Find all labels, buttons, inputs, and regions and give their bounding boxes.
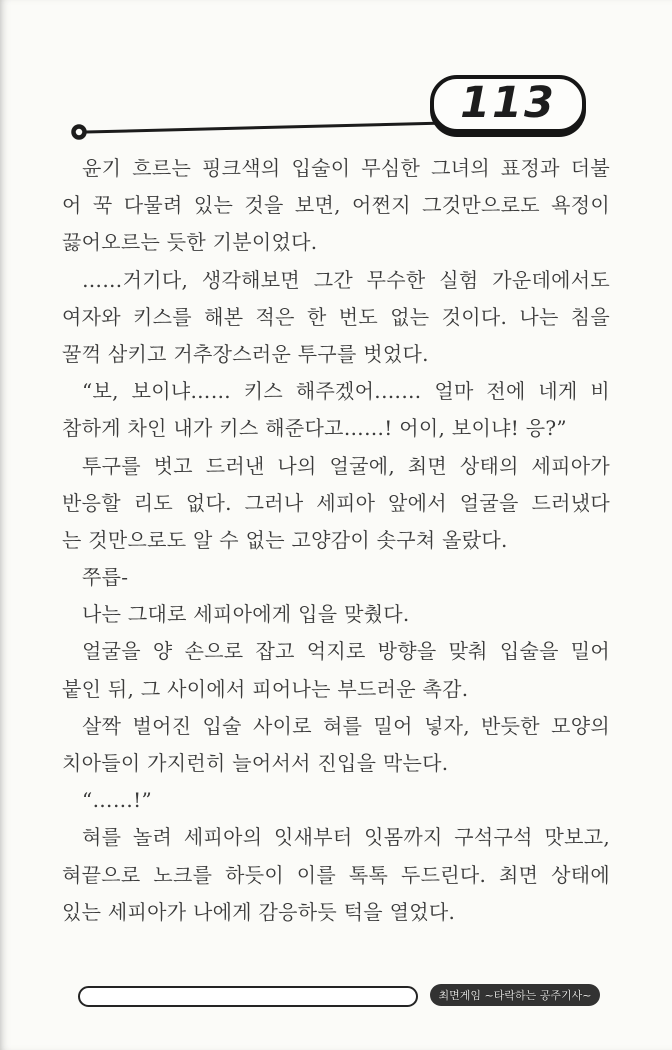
text-line: 어 꾹 다물려 있는 것을 보면, 어쩐지 그것만으로도 욕정이 [62, 193, 610, 218]
text-line: 치아들이 가지런히 늘어서서 진입을 막는다. [62, 751, 449, 775]
text-line: ……거기다, 생각해보면 그간 무수한 실험 가운데에서도 [82, 267, 610, 292]
text-line: 는 것만으로도 알 수 없는 고양감이 솟구쳐 올랐다. [62, 527, 508, 552]
text-line: 혀끝으로 노크를 하듯이 이를 톡톡 두드린다. 최면 상태에 [62, 862, 610, 887]
text-line: 붙인 뒤, 그 사이에서 피어나는 부드러운 촉감. [62, 676, 469, 701]
text-line: 있는 세피아가 나에게 감응하듯 턱을 열었다. [62, 899, 456, 924]
series-title: 최면게임 ~타락하는 공주기사~ [438, 989, 592, 1002]
text-line: 혀를 놀려 세피아의 잇새부터 잇몸까지 구석구석 맛보고, [82, 825, 610, 850]
series-title-badge [430, 984, 600, 1006]
header-line [86, 123, 446, 132]
text-line: 쭈릅- [82, 565, 129, 590]
text-line: 살짝 벌어진 입술 사이로 혀를 밀어 넣자, 반듯한 모양의 [82, 713, 610, 738]
text-line: 꿀꺽 삼키고 거추장스러운 투구를 벗었다. [62, 341, 429, 366]
header-ring-icon [74, 127, 85, 138]
text-line: 여자와 키스를 해본 적은 한 번도 없는 것이다. 나는 침을 [62, 304, 610, 329]
page-number: 113 [460, 78, 556, 128]
page-number-badge [430, 75, 586, 133]
text-line: 참하게 차인 내가 키스 해준다고……! 어이, 보이냐! 응?” [62, 416, 567, 441]
text-line: 끓어오르는 듯한 기분이었다. [62, 230, 318, 255]
text-line: “보, 보이냐…… 키스 해주겠어.…… 얼마 전에 네게 비 [82, 379, 610, 404]
text-line: 투구를 벗고 드러낸 나의 얼굴에, 최면 상태의 세피아가 [82, 453, 610, 478]
text-line: 윤기 흐르는 핑크색의 입술이 무심한 그녀의 표정과 더불 [82, 156, 610, 180]
novel-text-block [62, 150, 610, 931]
text-line: 얼굴을 양 손으로 잡고 억지로 방향을 맞춰 입술을 밀어 [82, 639, 610, 664]
text-line: 반응할 리도 없다. 그러나 세피아 앞에서 얼굴을 드러냈다 [62, 490, 610, 515]
footer-blank-pill [78, 986, 418, 1007]
text-line: “……!” [82, 788, 152, 813]
text-line: 나는 그대로 세피아에게 입을 맞췄다. [82, 602, 410, 627]
